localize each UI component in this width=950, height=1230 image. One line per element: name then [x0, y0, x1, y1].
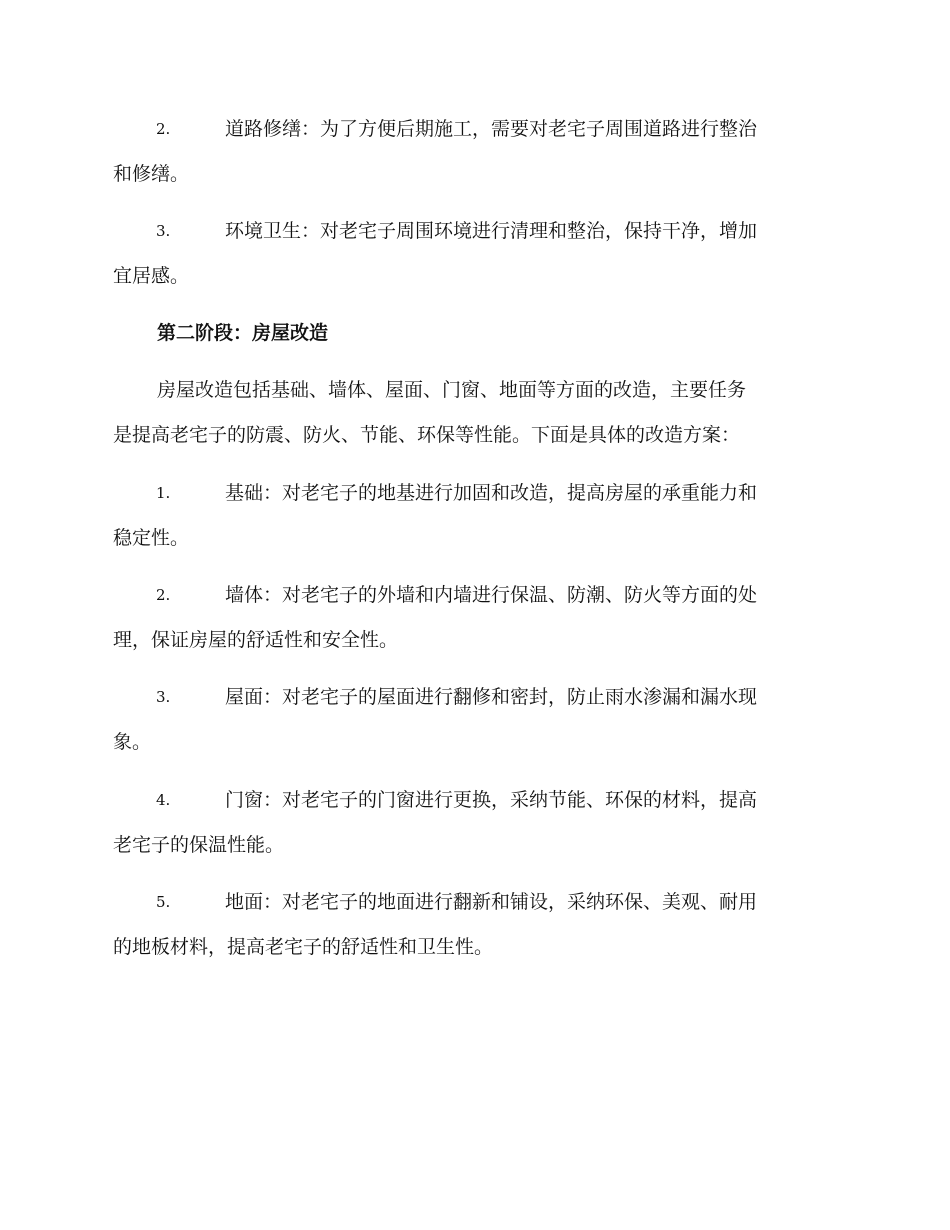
list-item — [113, 471, 833, 561]
list-item-text-continued: 稳定性。 — [113, 527, 190, 549]
list-item — [113, 107, 833, 197]
list-item-text-continued: 象。 — [113, 731, 152, 753]
list-item — [113, 209, 833, 299]
list-item-number: 2. — [156, 120, 171, 138]
list-item-text: 墙体：对老宅子的外墙和内墙进行保温、防潮、防火等方面的处 — [225, 584, 758, 606]
intro-paragraph — [113, 368, 833, 458]
list-item-text-continued: 老宅子的保温性能。 — [113, 834, 285, 856]
list-item-text: 屋面：对老宅子的屋面进行翻修和密封，防止雨水渗漏和漏水现 — [225, 686, 758, 708]
intro-line: 是提高老宅子的防震、防火、节能、环保等性能。下面是具体的改造方案： — [113, 424, 741, 446]
list-item-number: 1. — [156, 484, 171, 502]
list-item-text: 门窗：对老宅子的门窗进行更换，采纳节能、环保的材料，提高 — [225, 789, 758, 811]
list-item-text: 环境卫生：对老宅子周围环境进行清理和整治，保持干净，增加 — [225, 220, 758, 242]
intro-line: 房屋改造包括基础、墙体、屋面、门窗、地面等方面的改造，主要任务 — [157, 379, 747, 401]
list-item-text-continued: 宜居感。 — [113, 265, 190, 287]
list-item — [113, 778, 833, 868]
list-item-text-continued: 和修缮。 — [113, 163, 190, 185]
list-item-text-continued: 理，保证房屋的舒适性和安全性。 — [113, 629, 399, 651]
list-item-number: 3. — [156, 222, 171, 240]
list-item-number: 5. — [156, 893, 171, 911]
list-item-number: 3. — [156, 688, 171, 706]
list-item-text: 基础：对老宅子的地基进行加固和改造，提高房屋的承重能力和 — [225, 482, 758, 504]
list-item — [113, 573, 833, 663]
list-item — [113, 675, 833, 765]
list-item-text: 道路修缮：为了方便后期施工，需要对老宅子周围道路进行整治 — [225, 118, 758, 140]
list-item-text-continued: 的地板材料，提高老宅子的舒适性和卫生性。 — [113, 936, 494, 958]
list-item-number: 2. — [156, 586, 171, 604]
list-item-number: 4. — [156, 791, 171, 809]
list-item-text: 地面：对老宅子的地面进行翻新和铺设，采纳环保、美观、耐用 — [225, 891, 758, 913]
section-heading: 第二阶段：房屋改造 — [157, 322, 329, 344]
list-item — [113, 880, 833, 970]
